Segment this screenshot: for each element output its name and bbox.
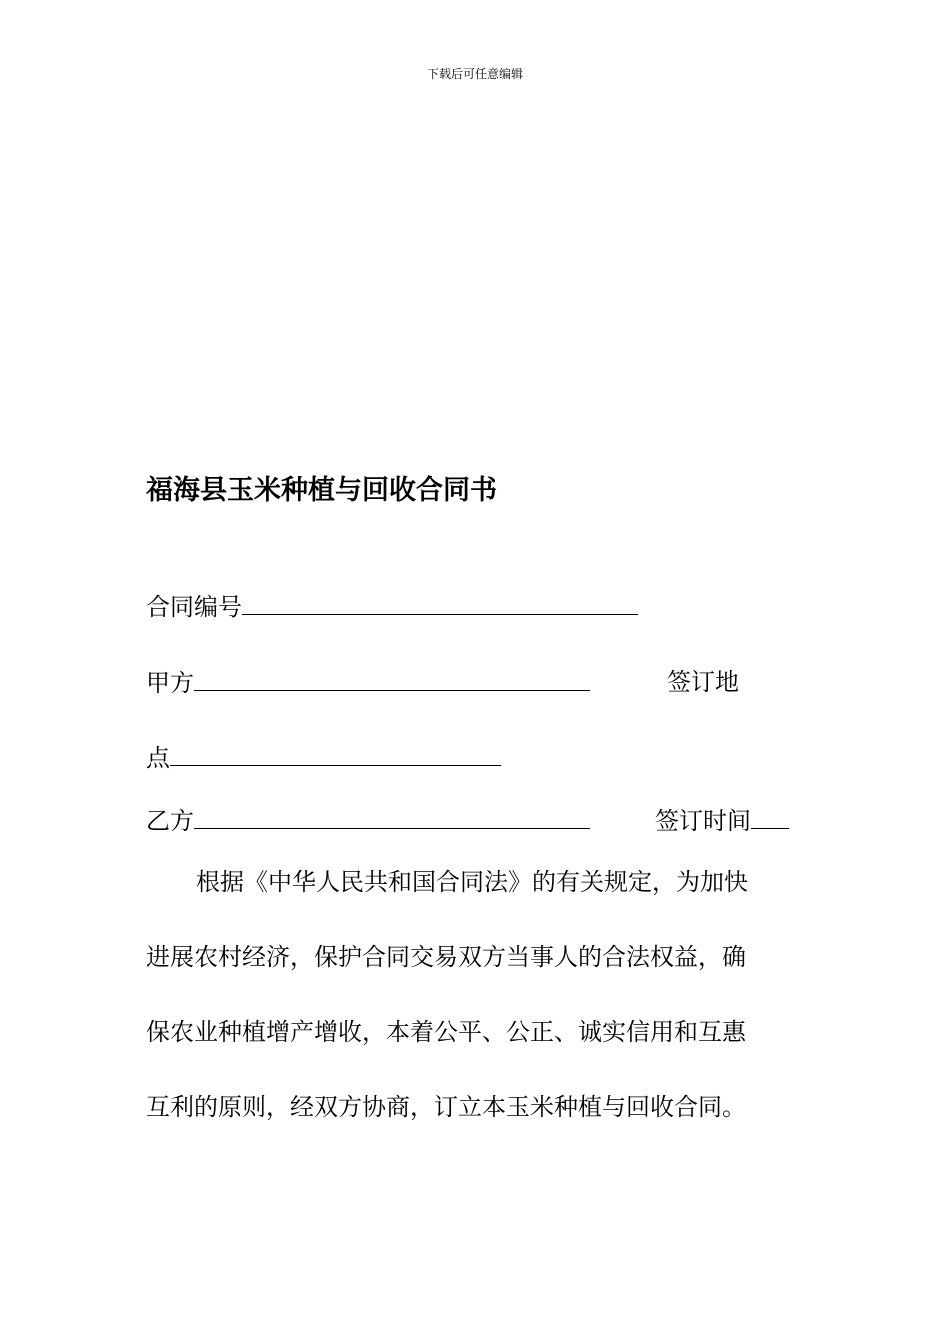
contract-number-row (146, 590, 638, 623)
party-b-row (146, 804, 590, 837)
paragraph-line: 互利的原则，经双方协商，订立本玉米种植与回收合同。 (146, 1093, 746, 1121)
party-a-blank[interactable] (194, 666, 590, 691)
sign-time-label: 签订时间 (655, 807, 751, 835)
sign-place-row (146, 741, 501, 774)
sign-place-label-cont: 点 (146, 744, 170, 772)
party-a-label: 甲方 (146, 669, 194, 697)
sign-place-blank[interactable] (170, 741, 501, 766)
sign-time-blank[interactable] (751, 804, 789, 829)
sign-time-row (655, 804, 789, 837)
header-note: 下载后可任意编辑 (426, 67, 523, 81)
paragraph-line: 进展农村经济，保护合同交易双方当事人的合法权益，确 (146, 943, 746, 971)
document-title: 福海县玉米种植与回收合同书 (146, 475, 497, 506)
party-a-row (146, 666, 590, 699)
paragraph-line: 保农业种植增产增收，本着公平、公正、诚实信用和互惠 (146, 1018, 746, 1046)
party-b-blank[interactable] (194, 804, 590, 829)
sign-place-label: 签订地 (667, 668, 739, 696)
contract-number-label: 合同编号 (146, 593, 242, 621)
contract-number-blank[interactable] (242, 590, 638, 615)
party-b-label: 乙方 (146, 807, 194, 835)
paragraph-line: 根据《中华人民共和国合同法》的有关规定，为加快 (196, 868, 748, 896)
